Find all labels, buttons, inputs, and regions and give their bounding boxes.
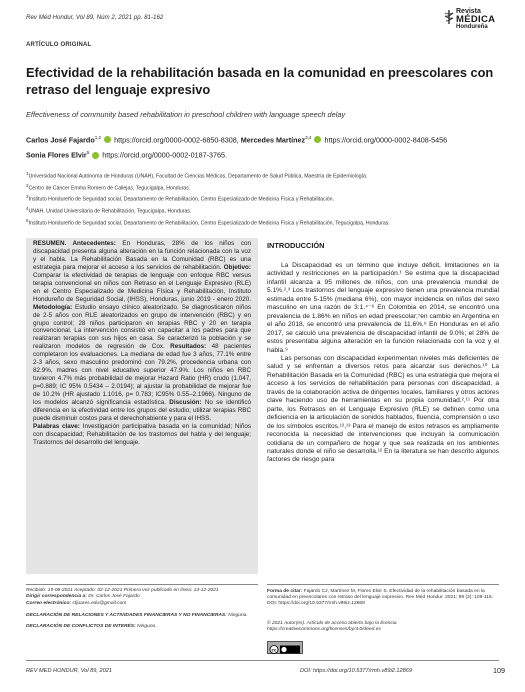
affiliation-item: $^2$Centro de Cáncer Emma Romero de Callejas, Tegucigalpa, Honduras. — [26, 182, 191, 192]
affiliation-item: $^1$Universidad Nacional Autónoma de Honduras (UNAH), Facultad de Ciencias Médicas, Departamento de Salud Pública, Maestría de Epidemiología. — [26, 171, 368, 180]
author-name: Mercedes Martínez — [240, 135, 306, 145]
caduceus-icon — [444, 10, 454, 24]
declaration-conflicts: DECLARACIÓN DE CONFLICTOS DE INTERÉS: Ninguno. — [26, 624, 157, 630]
cc-license-badge[interactable] — [267, 641, 303, 654]
correspondence-line: Dirigir correspondencia a: Dr. Carlos José Fajardo — [26, 594, 140, 600]
orcid-link[interactable]: https://orcid.org/0000-0002-6850-8308, — [114, 135, 239, 145]
paragraph: La Discapacidad es un término que incluye déficit, limitaciones en la actividad y restricciones en la participación.¹ Se estima que la discapacidad infantil alcanza a 95 millones de niños, con una prevalencia mundial de 5.1%.²,³ Los trastornos del lenguaje expresivo tienen una prevalencia mundial estimada entre 5-15% (mediana 6%), con mayor incidencia en niños del sexo masculino en una razón de 3:1.⁴⁻⁶ En Colombia en 2014, se encontró una prevalencia de 1.86% en niños en edad preescolar;⁷en cambio en Argentina en el año 2018, se encontró una prevalencia de 11.6%.⁸ En Honduras en el año 2017, se calculó una prevalencia de discapacidad infantil de 9.0%; el 28% de estos presentaba alguna alteración en la función relacionada con la voz y el habla.⁹ — [267, 262, 499, 354]
orcid-icon[interactable] — [104, 136, 111, 143]
logo-line1: Revista — [456, 8, 481, 15]
page-number: 109 — [493, 666, 505, 675]
author-name: Carlos José Fajardo — [26, 135, 95, 145]
affiliation-item: $^3$Instituto Hondureño de Seguridad social, Departamento de Rehabilitación, Centro Especializado de Medicina Física y Rehabilitación. — [26, 194, 334, 204]
orcid-icon[interactable] — [314, 136, 321, 143]
license: © 2021 Autor(es). Artículo de acceso abierto bajo la licencia https://creativecommons.org/licenses/by/4.0/deed.es — [267, 621, 397, 633]
orcid-link[interactable]: https://orcid.org/0000-0002-0187-3765. — [102, 150, 227, 160]
orcid-icon[interactable] — [92, 152, 99, 159]
introduction-text — [267, 262, 499, 465]
paragraph: Las personas con discapacidad experimentan niveles más deficientes de salud y se enfrentan a diversos retos para alcanzar sus derechos.¹⁰ La Rehabilitación Basada en la Comunidad (RBC) es una estrategia que mejora el acceso a los servicios de rehabilitación para personas con discapacidad, a través de la colaboración activa de dirigentes locales, familiares y otros actores clave haciendo uso de herramientas en su propia comunidad.²,¹¹ Por otra parte, los Retrasos en el Lenguaje Expresivo (RLE) se definen como una deficiencia en la articulación de sonidos hablados, fluencia, comprensión o uso de los símbolos escritos.¹²,¹³ Para el manejo de estos retrasos es ampliamente reconocida la necesidad de intervenciones que incluyan la comunicación cotidiana de un compañero de hogar y que sea realizada en los ambientes naturales donde el niño se desarrolla.¹² En la literatura se han descrito algunos factores de riesgo para — [267, 354, 499, 464]
footer-journal: REV MED HONDUR, Vol 89, 2021 — [26, 668, 112, 674]
affiliation-item: $^5$Instituto Hondureño de Seguridad social, Departamento de Rehabilitación, Centro Especializado de Medicina Física y Rehabilitación, Tegucigalpa, Honduras. — [26, 217, 390, 227]
author-affil-sup: 1,2 — [94, 135, 102, 140]
article-title: Efectividad de la rehabilitación basada en la comunidad en preescolares con retraso del lenguaje expresivo — [26, 65, 494, 97]
author-affil-sup: 5 — [86, 150, 90, 156]
footer-divider — [26, 660, 499, 661]
logo-line3: Hondureña — [456, 24, 488, 30]
svg-text:cc: cc — [271, 647, 277, 653]
article-type: ARTÍCULO ORIGINAL — [26, 42, 92, 48]
author-name: Sonia Flores Elvir — [26, 150, 87, 160]
author-list — [26, 131, 506, 162]
article-subtitle: Effectiveness of community based rehabilitation in preschool children with language speech delay — [26, 110, 346, 119]
journal-reference: Rev Méd Hondur, Vol 89, Núm 2, 2021 pp. 81-162 — [26, 14, 164, 21]
declaration-financial: DECLARACIÓN DE RELACIONES Y ACTIVIDADES FINANCIERAS Y NO FINANCIERAS: Ninguna. — [26, 613, 248, 619]
journal-logo — [456, 8, 508, 34]
article-metadata — [26, 588, 258, 631]
divider — [267, 584, 499, 585]
divider — [26, 584, 258, 585]
dates-line: Recibido: 19-08-2021 Aceptado: 02-12-2021 Primera vez publicado en línea: 14-12-2021 — [26, 588, 219, 593]
author-affil-sup: 3,4 — [305, 135, 312, 140]
abstract-text: RESUMEN. Antecedentes: En Honduras, 28% de los niños con discapacidad presenta alguna alteración en la función relacionada con la voz y el habla. La Rehabilitación Basada en la Comunidad (RBC) es una estrategia para mejorar el acceso a los servicios de rehabilitación. Objetivo: Comparar la efectividad de terapias de lenguaje con enfoque RBC versus terapia convencional en niños con Retraso en el Lenguaje Expresivo (RLE) en el Centro Especializado de Medicina Física y Rehabilitación, Instituto Hondureño de Seguridad Social, (IHSS), Honduras, junio 2019 - enero 2020. Metodología: Estudio ensayo clínico aleatorizado. Se diagnosticaron niños de 2-5 años con RLE aleatorizados en grupo de intervención (RBC) y en grupo control; 28 niños participaron en terapias RBC y 20 en terapia convencional. La intervención consistió en capacitar a los padres para que realizaran terapias con sus hijos en casa. Se caracterizó la población y se realizaron modelos de regresión de Cox. Resultados: 48 pacientes completaron los evaluaciones. La mediana de edad fue 3 años, 77.1% entre 2-3 años, sexo masculino predominó con 79.2%, procedencia urbana con 82.9%, madres con nivel educativo superior 47.9%. Los niños en RBC tuvieron 4.7% más probabilidad de mejorar Hazard Ratio (HR) crudo (1.047, p=0.889; IC 95% 0.5434 – 2.0194); al ajustar la probabilidad de mejorar fue de 10.2% (HR ajustado 1.1016, p= 0.783; IC95% 0.55–2.1966). Ninguno de los modelos alcanzó significancia estadística. Discusión: No se identificó diferencia en la efectividad entre los grupos del estudio; utilizar terapias RBC puede disminuir costos para el derechohabiente y para el IHSS. Palabras clave: Investigación participativa basada en la comunidad; Niños con discapacidad; Rehabilitación de los trastornos del habla y del lenguaje; Trastornos del desarrollo del lenguaje. — [33, 240, 251, 446]
cc-by-icon — [268, 644, 302, 655]
affiliation-item: $^4$UNAH, Unidad Universitaria de Rehabilitación, Tegucigalpa, Honduras. — [26, 205, 192, 215]
email-line: Correo electrónico: cfjuares.edu@gmail.com — [26, 600, 127, 606]
footer-doi[interactable]: DOI: https://doi.org/10.5377/rmh.v89i2.12869 — [300, 668, 412, 674]
affiliations — [26, 170, 506, 228]
citation: Forma de citar: Fajardo CJ, Martínez M, Flores Elvir S. Efectividad de la rehabilitación basada en la comunidad en preescolares con retraso del lenguaje expresivo. Rev Méd Hondur. 2021; 89 (2): 109-116. DOI: https://doi.org/10.5377/rmh.v89i2.12869 — [267, 589, 494, 607]
logo-line2: MÉDICA — [456, 14, 496, 25]
section-heading-introduction: INTRODUCCIÓN — [267, 241, 325, 250]
orcid-link[interactable]: https://orcid.org/0000-0002-8408-5456 — [324, 135, 448, 145]
